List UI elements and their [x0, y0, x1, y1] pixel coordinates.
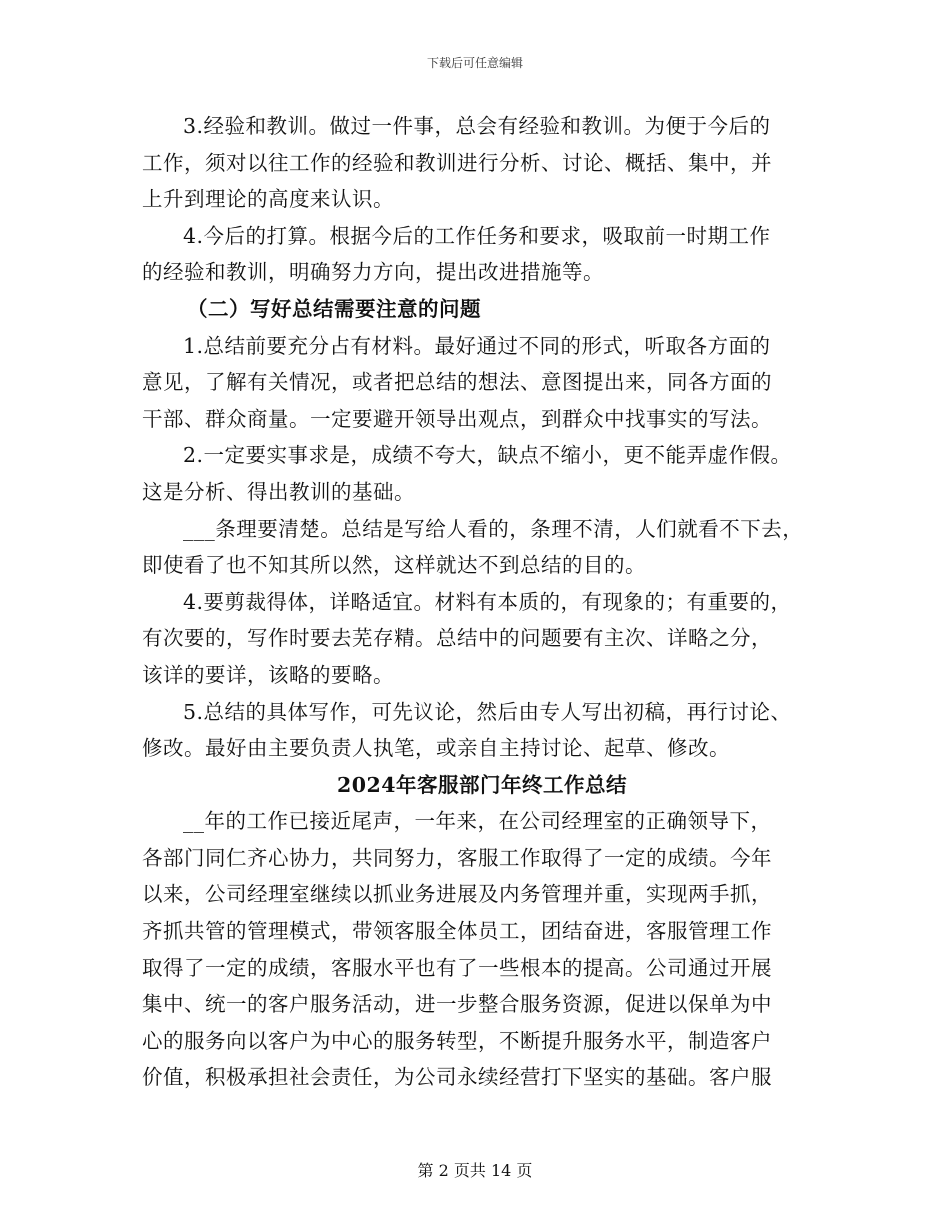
- text-line: 各部门同仁齐心协力，共同努力，客服工作取得了一定的成绩。今年: [142, 845, 772, 870]
- text-line: 价值，积极承担社会责任，为公司永续经营打下坚实的基础。客户服: [142, 1065, 772, 1090]
- text-line: 1.总结前要充分占有材料。最好通过不同的形式，听取各方面的: [183, 333, 771, 358]
- text-line: 取得了一定的成绩，客服水平也有了一些根本的提高。公司通过开展: [142, 955, 772, 980]
- text-line: 意见，了解有关情况，或者把总结的想法、意图提出来，同各方面的: [142, 370, 772, 395]
- text-line: 这是分析、得出教训的基础。: [142, 479, 415, 504]
- text-line: 齐抓共管的管理模式，带领客服全体员工，团结奋进，客服管理工作: [142, 919, 772, 944]
- text-line: 工作，须对以往工作的经验和教训进行分析、讨论、概括、集中，并: [142, 150, 772, 175]
- text-line: 修改。最好由主要负责人执笔，或亲自主持讨论、起草、修改。: [142, 736, 730, 761]
- text-line: 4.今后的打算。根据今后的工作任务和要求，吸取前一时期工作: [183, 223, 771, 248]
- text-line: 上升到理论的高度来认识。: [142, 187, 394, 212]
- text-line: 2.一定要实事求是，成绩不夸大，缺点不缩小，更不能弄虚作假。: [183, 443, 792, 468]
- page-footer: 第 2 页共 14 页: [417, 1161, 533, 1180]
- text-line: 的经验和教训，明确努力方向，提出改进措施等。: [142, 260, 604, 285]
- text-line: 干部、群众商量。一定要避开领导出观点，到群众中找事实的写法。: [142, 406, 772, 431]
- text-line: 5.总结的具体写作，可先议论，然后由专人写出初稿，再行讨论、: [183, 699, 792, 724]
- section-title: 2024年客服部门年终工作总结: [336, 772, 628, 797]
- text-line: 有次要的，写作时要去芜存精。总结中的问题要有主次、详略之分，: [142, 626, 772, 651]
- subsection-heading: （二）写好总结需要注意的问题: [187, 296, 481, 321]
- text-line: 以来，公司经理室继续以抓业务进展及内务管理并重，实现两手抓，: [142, 882, 772, 907]
- text-line: 4.要剪裁得体，详略适宜。材料有本质的，有现象的；有重要的，: [183, 589, 792, 614]
- text-line: __年的工作已接近尾声，一年来，在公司经理室的正确领导下，: [183, 809, 772, 834]
- document-body: [142, 108, 822, 1096]
- text-line: 心的服务向以客户为中心的服务转型，不断提升服务水平，制造客户: [142, 1028, 772, 1053]
- text-line: 3.经验和教训。做过一件事，总会有经验和教训。为便于今后的: [183, 114, 771, 138]
- text-line: ___条理要清楚。总结是写给人看的，条理不清，人们就看不下去，: [183, 516, 804, 541]
- page-header: 下载后可任意编辑: [426, 56, 523, 70]
- text-line: 集中、统一的客户服务活动，进一步整合服务资源，促进以保单为中: [142, 992, 772, 1017]
- text-line: 该详的要详，该略的要略。: [142, 662, 394, 687]
- text-line: 即使看了也不知其所以然，这样就达不到总结的目的。: [142, 553, 646, 578]
